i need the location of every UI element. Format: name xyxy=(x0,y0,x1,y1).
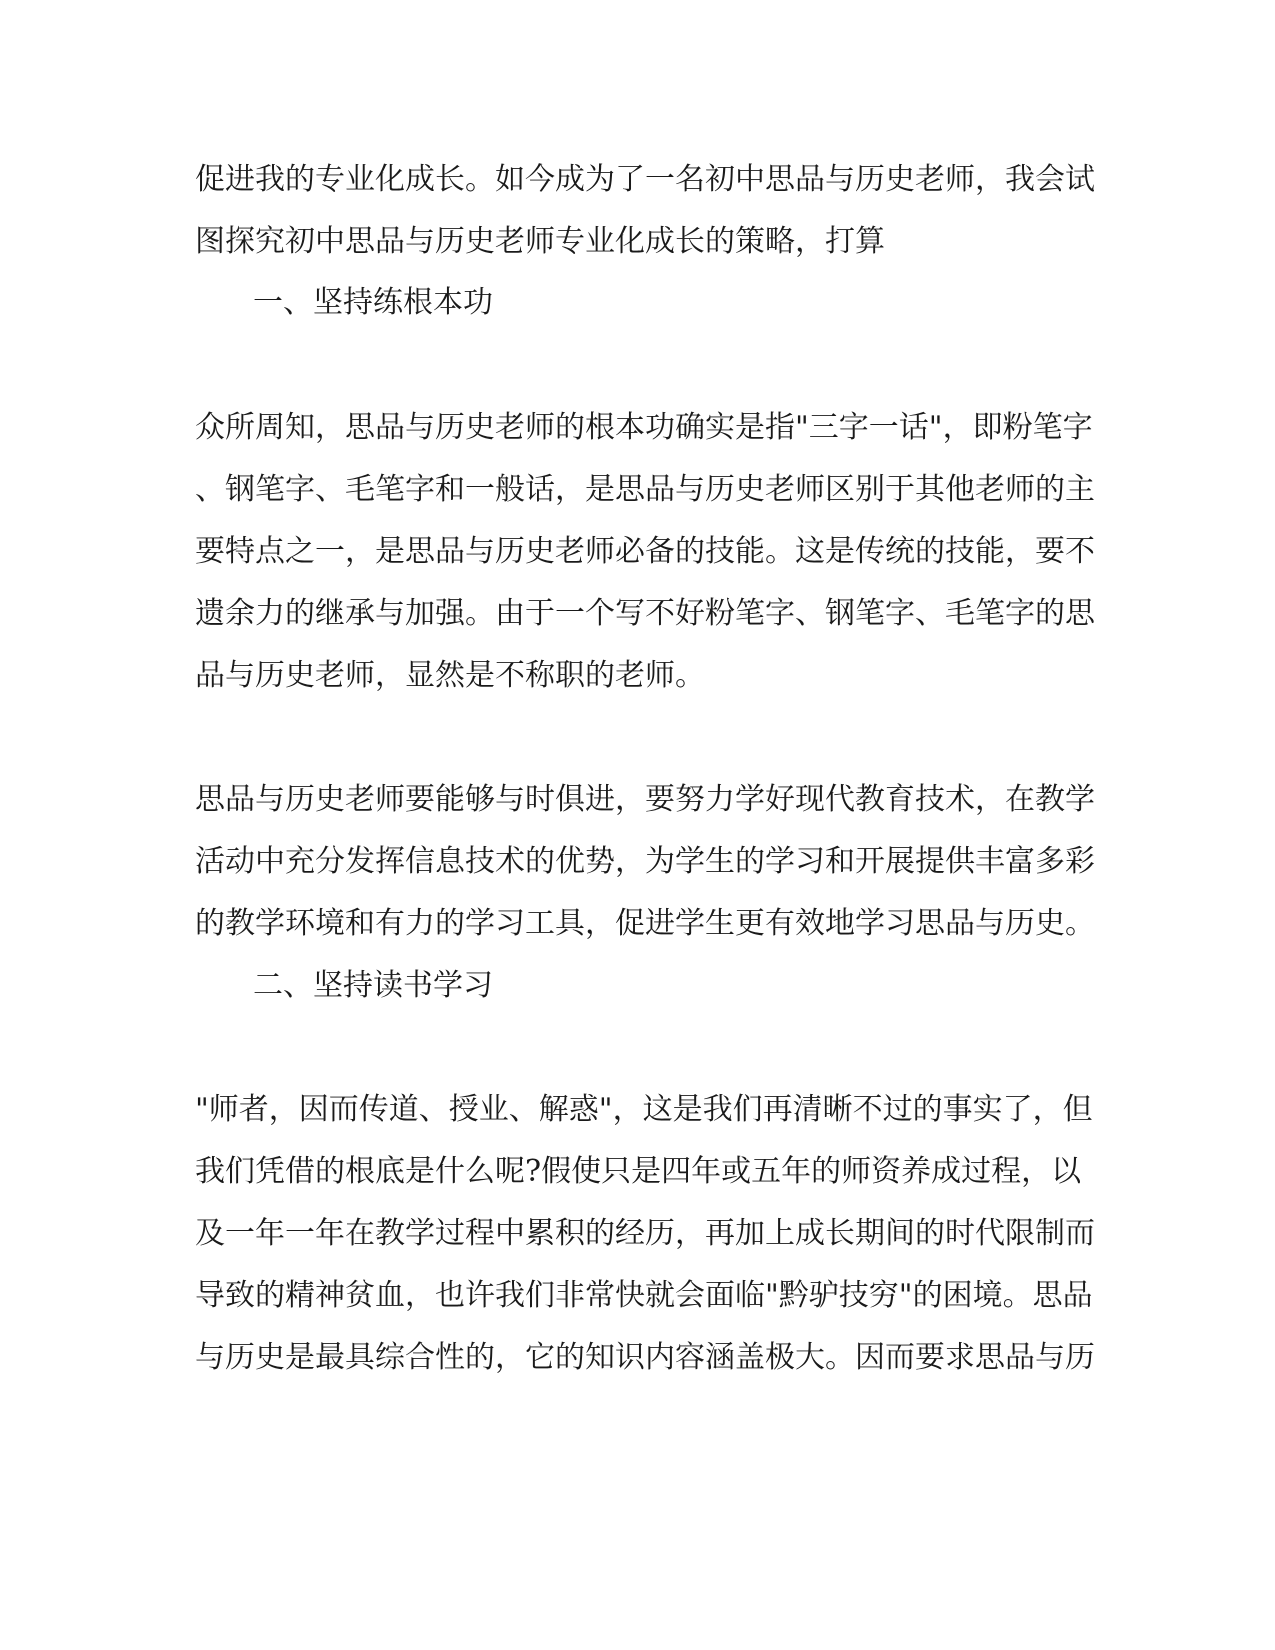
text-line: 及一年一年在教学过程中累积的经历，再加上成长期间的时代限制而 xyxy=(195,1216,1095,1251)
section-heading: 二、坚持读书学习 xyxy=(253,968,493,1003)
text-line: 品与历史老师，显然是不称职的老师。 xyxy=(195,658,705,693)
section-heading: 一、坚持练根本功 xyxy=(253,285,493,320)
text-line: 要特点之一，是思品与历史老师必备的技能。这是传统的技能，要不 xyxy=(195,534,1095,569)
text-line: 众所周知，思品与历史老师的根本功确实是指"三字一话"，即粉笔字 xyxy=(195,410,1093,445)
text-line: "师者，因而传道、授业、解惑"，这是我们再清晰不过的事实了，但 xyxy=(195,1092,1093,1127)
text-line: 促进我的专业化成长。如今成为了一名初中思品与历史老师，我会试 xyxy=(195,162,1095,197)
text-line: 思品与历史老师要能够与时俱进，要努力学好现代教育技术，在教学 xyxy=(195,782,1095,817)
text-line: 图探究初中思品与历史老师专业化成长的策略，打算 xyxy=(195,224,885,259)
text-line: 遗余力的继承与加强。由于一个写不好粉笔字、钢笔字、毛笔字的思 xyxy=(195,596,1095,631)
text-line: 我们凭借的根底是什么呢?假使只是四年或五年的师资养成过程，以 xyxy=(195,1154,1082,1189)
text-line: 与历史是最具综合性的，它的知识内容涵盖极大。因而要求思品与历 xyxy=(195,1340,1095,1375)
text-line: 、钢笔字、毛笔字和一般话，是思品与历史老师区别于其他老师的主 xyxy=(195,472,1095,507)
text-line: 的教学环境和有力的学习工具，促进学生更有效地学习思品与历史。 xyxy=(195,906,1095,941)
text-line: 活动中充分发挥信息技术的优势，为学生的学习和开展提供丰富多彩 xyxy=(195,844,1095,879)
text-line: 导致的精神贫血，也许我们非常快就会面临"黔驴技穷"的困境。思品 xyxy=(195,1278,1093,1313)
